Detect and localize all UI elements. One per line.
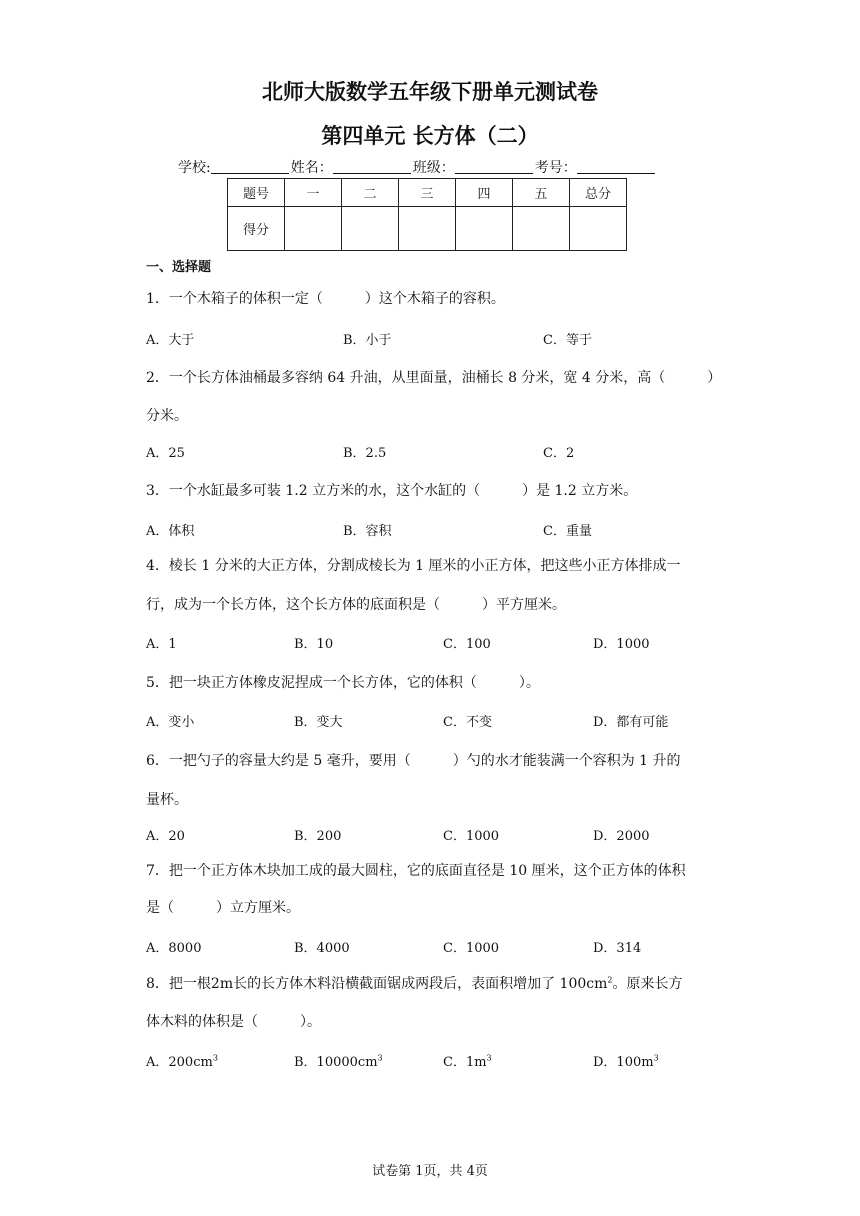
score-header-cell: 四 <box>456 179 513 207</box>
score-cell[interactable] <box>285 207 342 251</box>
option-c[interactable]: C．重量 <box>543 524 592 539</box>
score-cell[interactable] <box>456 207 513 251</box>
school-blank[interactable] <box>211 159 289 174</box>
option-a[interactable]: A．1 <box>146 637 177 652</box>
option-text: A．200cm <box>146 1055 213 1070</box>
question-5: 5．把一块正方体橡皮泥捏成一个长方体，它的体积（ ）。 <box>146 675 540 691</box>
class-label: 班级： <box>412 160 455 176</box>
option-a[interactable]: A．8000 <box>146 941 202 956</box>
score-header-cell: 一 <box>285 179 342 207</box>
section-heading: 一、选择题 <box>146 260 212 275</box>
exam-no-blank[interactable] <box>577 159 655 174</box>
school-label: 学校: <box>178 160 211 176</box>
name-blank[interactable] <box>333 159 411 174</box>
option-a[interactable]: A．25 <box>146 446 185 461</box>
score-header-cell: 三 <box>399 179 456 207</box>
score-cell[interactable] <box>342 207 399 251</box>
option-a[interactable] <box>146 1051 218 1070</box>
option-b[interactable]: B．小于 <box>343 333 392 348</box>
exam-no-label: 考号： <box>534 160 577 176</box>
page-footer: 试卷第 1页，共 4页 <box>372 1164 488 1179</box>
name-label: 姓名： <box>290 160 333 176</box>
option-a[interactable]: A．体积 <box>146 524 195 539</box>
option-a[interactable]: A．20 <box>146 829 185 844</box>
option-a[interactable]: A．变小 <box>146 715 195 730</box>
score-cell[interactable] <box>570 207 627 251</box>
question-2-cont: 分米。 <box>146 408 188 424</box>
score-cell[interactable] <box>513 207 570 251</box>
option-d[interactable]: D．1000 <box>593 637 650 652</box>
question-2: 2．一个长方体油桶最多容纳 64 升油，从里面量，油桶长 8 分米，宽 4 分米，高（ ） <box>146 370 722 386</box>
option-c[interactable]: C．1000 <box>443 829 500 844</box>
question-3: 3．一个水缸最多可装 1.2 立方米的水，这个水缸的（ ）是 1.2 立方米。 <box>146 483 638 499</box>
question-8-text-end: 。原来长方 <box>612 976 683 992</box>
question-8-text: 8．把一根2m长的长方体木料沿横截面锯成两段后，表面积增加了 100cm <box>146 976 608 992</box>
score-header-cell: 二 <box>342 179 399 207</box>
option-text: C．1m <box>443 1055 487 1070</box>
question-8-cont: 体木料的体积是（ ）。 <box>146 1014 321 1030</box>
option-c[interactable] <box>443 1051 492 1070</box>
superscript: 3 <box>653 1053 659 1063</box>
option-c[interactable]: C．不变 <box>443 715 492 730</box>
option-d[interactable] <box>593 1051 659 1070</box>
page-subtitle: 第四单元 长方体（二） <box>321 124 539 148</box>
question-1: 1．一个木箱子的体积一定（ ）这个木箱子的容积。 <box>146 291 505 307</box>
option-d[interactable]: D．2000 <box>593 829 650 844</box>
option-c[interactable]: C．100 <box>443 637 491 652</box>
score-header-cell: 题号 <box>228 179 285 207</box>
question-7: 7．把一个正方体木块加工成的最大圆柱，它的底面直径是 10 厘米，这个正方体的体积 <box>146 863 686 879</box>
score-header-cell: 五 <box>513 179 570 207</box>
question-8 <box>146 973 682 993</box>
option-b[interactable]: B．变大 <box>294 715 343 730</box>
score-header-cell: 总分 <box>570 179 627 207</box>
score-table-score-row <box>228 207 627 251</box>
superscript: 3 <box>377 1053 383 1063</box>
option-b[interactable]: B．200 <box>294 829 342 844</box>
option-text: D．100m <box>593 1055 654 1070</box>
superscript: 2 <box>607 975 613 985</box>
option-c[interactable]: C．2 <box>543 446 575 461</box>
class-blank[interactable] <box>455 159 533 174</box>
option-c[interactable]: C．1000 <box>443 941 500 956</box>
option-b[interactable]: B．容积 <box>343 524 392 539</box>
score-row-label: 得分 <box>228 207 285 251</box>
option-b[interactable]: B．4000 <box>294 941 350 956</box>
superscript: 3 <box>212 1053 218 1063</box>
option-d[interactable]: D．都有可能 <box>593 715 669 730</box>
question-6: 6．一把勺子的容量大约是 5 毫升，要用（ ）勺的水才能装满一个容积为 1 升的 <box>146 753 681 769</box>
question-4: 4．棱长 1 分米的大正方体，分割成棱长为 1 厘米的小正方体，把这些小正方体排成一 <box>146 558 681 574</box>
question-7-cont: 是（ ）立方厘米。 <box>146 900 300 916</box>
option-b[interactable] <box>294 1051 383 1070</box>
option-text: B．10000cm <box>294 1055 378 1070</box>
score-table-header-row <box>228 179 627 207</box>
option-d[interactable]: D．314 <box>593 941 642 956</box>
score-cell[interactable] <box>399 207 456 251</box>
superscript: 3 <box>486 1053 492 1063</box>
page-title: 北师大版数学五年级下册单元测试卷 <box>262 80 598 104</box>
option-a[interactable]: A．大于 <box>146 333 195 348</box>
student-info-line <box>178 157 657 177</box>
question-6-cont: 量杯。 <box>146 792 188 808</box>
option-b[interactable]: B．10 <box>294 637 334 652</box>
option-c[interactable]: C．等于 <box>543 333 592 348</box>
score-table <box>227 178 627 251</box>
option-b[interactable]: B．2.5 <box>343 446 387 461</box>
question-4-cont: 行，成为一个长方体，这个长方体的底面积是（ ）平方厘米。 <box>146 597 566 613</box>
